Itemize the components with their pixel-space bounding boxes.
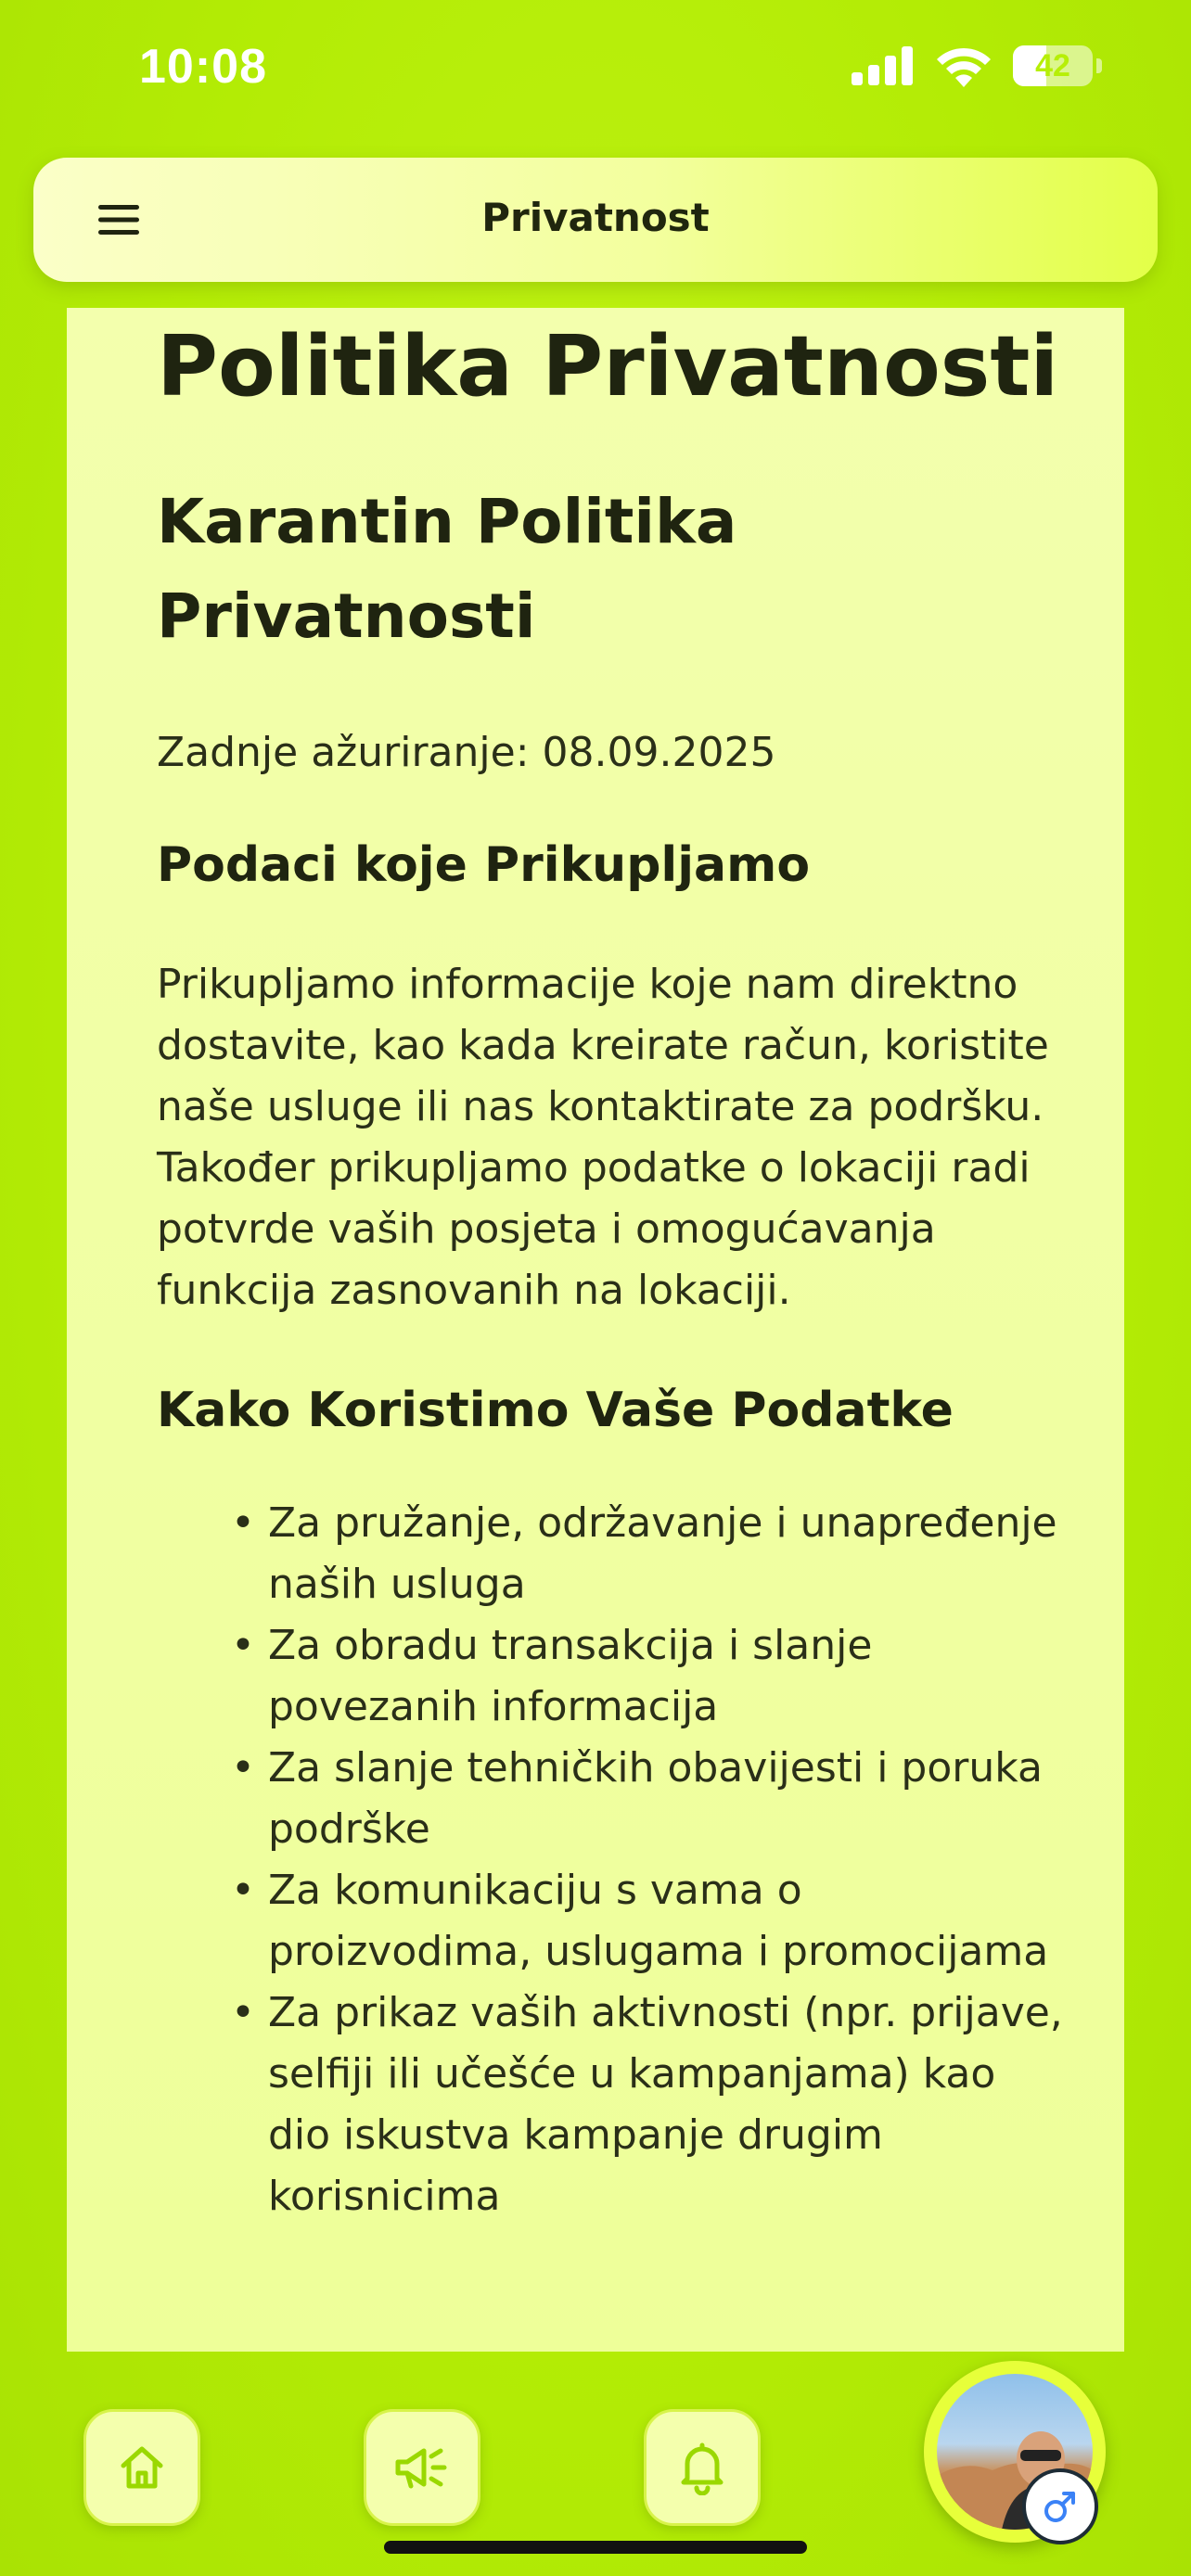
- section-heading-data-usage: Kako Koristimo Vaše Podatke: [157, 1383, 954, 1439]
- wifi-icon: [935, 45, 992, 87]
- list-item: • Za komunikaciju s vama o proizvodima, uslugama i promocijama: [231, 1860, 1066, 1983]
- profile-button[interactable]: [924, 2361, 1106, 2543]
- content-inner: [157, 317, 1066, 2227]
- cellular-signal-icon: [852, 46, 915, 85]
- male-symbol-icon: [1042, 2488, 1079, 2525]
- bell-icon: [676, 2440, 728, 2495]
- nav-campaigns-button[interactable]: [364, 2409, 480, 2526]
- home-icon: [116, 2442, 168, 2493]
- section-text-data-collected: Prikupljamo informacije koje nam direktno dostavite, kao kada kreirate račun, koristite naše usluge ili nas kontaktirate za podršku. Također prikupljamo podatke o lokaciji radi potvrde vaših posjeta i omogućavanja funkcija zasnovanih na lokaciji.: [157, 961, 1049, 1315]
- home-indicator[interactable]: [384, 2541, 807, 2554]
- privacy-policy-content[interactable]: [67, 308, 1124, 2352]
- data-usage-list: [157, 1493, 1066, 2227]
- list-item: • Za slanje tehničkih obavijesti i poruka podrške: [231, 1738, 1066, 1860]
- gender-badge: [1022, 2468, 1098, 2544]
- megaphone-icon: [392, 2442, 452, 2493]
- last-updated-text: Zadnje ažuriranje: 08.09.2025: [157, 728, 776, 776]
- status-bar: [0, 0, 1191, 139]
- nav-home-button[interactable]: [83, 2409, 200, 2526]
- status-time: 10:08: [139, 40, 267, 94]
- list-item: • Za obradu transakcija i slanje povezanih informacija: [231, 1615, 1066, 1738]
- battery-indicator: [1013, 45, 1093, 86]
- policy-subtitle: Karantin Politika Privatnosti: [157, 486, 737, 653]
- status-icons: [852, 45, 1102, 87]
- battery-level-text: 42: [1035, 47, 1070, 83]
- header-title: Privatnost: [481, 195, 710, 240]
- top-header: [33, 158, 1158, 282]
- nav-notifications-button[interactable]: [644, 2409, 761, 2526]
- page-title: Politika Privatnosti: [157, 318, 1059, 415]
- battery-tip: [1096, 58, 1102, 73]
- list-item: • Za pružanje, održavanje i unapređenje naših usluga: [231, 1493, 1066, 1615]
- list-item: • Za prikaz vaših aktivnosti (npr. prijave, selfiji ili učešće u kampanjama) kao dio iskustva kampanje drugim korisnicima: [231, 1983, 1066, 2227]
- section-heading-data-collected: Podaci koje Prikupljamo: [157, 836, 811, 893]
